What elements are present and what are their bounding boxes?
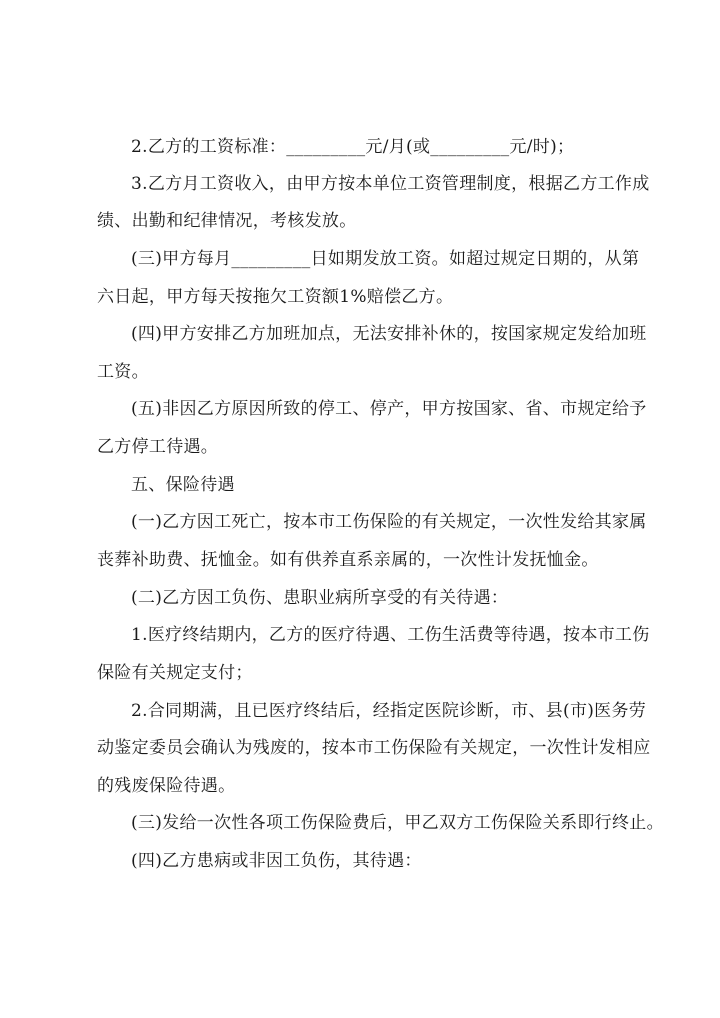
text-line: 2.乙方的工资标准：_________元/月(或_________元/时)；	[131, 137, 575, 157]
text-line: (一)乙方因工死亡，按本市工伤保险的有关规定，一次性发给其家属	[131, 512, 647, 532]
text-line: 2.合同期满，且已医疗终结后，经指定医院诊断，市、县(市)医务劳	[131, 701, 647, 721]
text-line: (二)乙方因工负伤、患职业病所享受的有关待遇：	[131, 588, 509, 608]
text-line: (三)甲方每月_________日如期发放工资。如超过规定日期的，从第	[131, 249, 640, 269]
text-line: 丧葬补助费、抚恤金。如有供养直系亲属的，一次性计发抚恤金。	[97, 550, 599, 570]
text-line: 3.乙方月工资收入，由甲方按本单位工资管理制度，根据乙方工作成	[131, 174, 650, 194]
text-line: 六日起，甲方每天按拖欠工资额1%赔偿乙方。	[97, 287, 454, 307]
text-line: (三)发给一次性各项工伤保险费后，甲乙双方工伤保险关系即行终止。	[131, 813, 664, 833]
text-line: 1.医疗终结期内，乙方的医疗待遇、工伤生活费等待遇，按本市工伤	[131, 625, 650, 645]
text-line: (四)甲方安排乙方加班加点，无法安排补休的，按国家规定发给加班	[131, 324, 647, 344]
text-line: 的残废保险待遇。	[97, 776, 236, 796]
text-line: 保险有关规定支付；	[97, 663, 253, 683]
text-line: 动鉴定委员会确认为残废的，按本市工伤保险有关规定，一次性计发相应	[97, 738, 651, 758]
text-line: 乙方停工待遇。	[97, 437, 219, 457]
text-line: 绩、出勤和纪律情况，考核发放。	[97, 211, 357, 231]
text-line: (四)乙方患病或非因工负伤，其待遇：	[131, 851, 422, 871]
text-line: (五)非因乙方原因所致的停工、停产，甲方按国家、省、市规定给予	[131, 399, 647, 419]
text-line: 工资。	[97, 362, 149, 382]
section-heading: 五、保险待遇	[131, 475, 235, 495]
